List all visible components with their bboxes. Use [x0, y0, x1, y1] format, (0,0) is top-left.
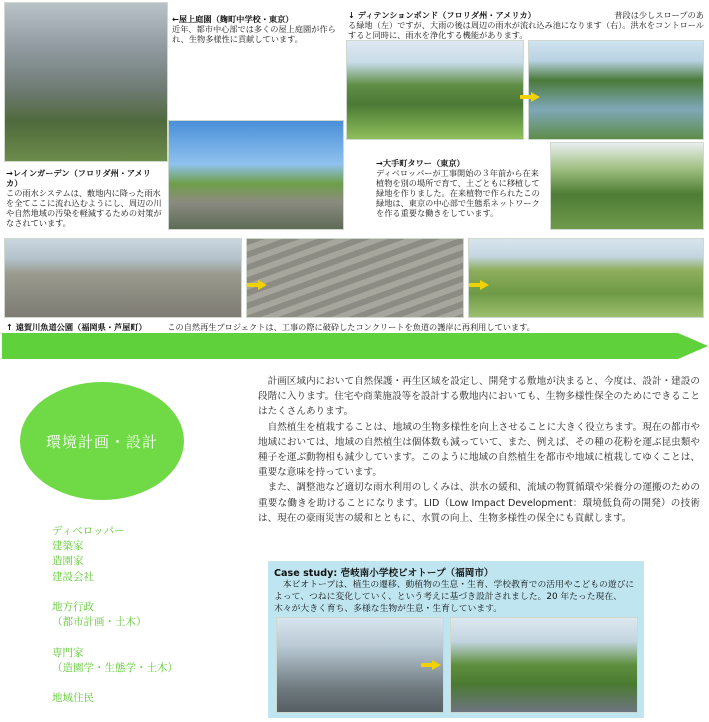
section-title: 環境計画・設計 [45, 432, 158, 451]
arrow-icon [531, 92, 540, 102]
otemachi-caption-title: →大手町タワー（東京） [376, 158, 465, 168]
onga-river-before-photo [4, 238, 242, 318]
otemachi-tower-photo [550, 142, 704, 230]
onga-caption-body: この自然再生プロジェクトは、工事の際に破砕したコンクリートを魚道の護岸に再利用しています。 [167, 322, 535, 332]
detention-pond-dry-photo [346, 40, 524, 140]
rain-garden-photo [168, 120, 344, 230]
otemachi-caption-body: ディベロッパーが工事開始の３年前から在来植物を別の場所で育て、土ごともに移植して緑地を作りました。在来植物で作られたこの緑地は、東京の中心部で生態系ネットワークを作る重要な働きをしています。 [376, 168, 540, 218]
role-spacer [52, 630, 178, 645]
arrow-icon [432, 660, 441, 670]
detention-caption-tag: 普段は少しスロープのあ [614, 10, 704, 20]
onga-caption [6, 322, 706, 332]
detention-caption-title: ↓ ディテンションポンド（フロリダ州・アメリカ） [348, 10, 536, 20]
rooftop-caption-title: ←屋上庭園（麹町中学校・東京） [172, 14, 294, 24]
detention-caption [348, 10, 704, 40]
school-before-photo [276, 617, 444, 713]
roles-list [52, 524, 178, 706]
role-item: ディベロッパー [52, 525, 125, 537]
case-study-text: 本ビオトープは、植生の遷移、動植物の生息・生育、学校教育での活用やこどもの遊びによって、つねに変化していく、という考えに基づき設計されました。20 年たった現在、木々が大きく育ち、多様な生物が生息・生育しています。 [274, 580, 635, 614]
rain-garden-caption-title: →レインガーデン（フロリダ州・アメリカ） [6, 168, 151, 188]
case-study-title: Case study: 壱岐南小学校ビオトープ（福岡市） [274, 568, 494, 579]
rain-garden-caption [6, 168, 164, 228]
body-paragraph-2: 自然植生を植栽することは、地域の生物多様性を向上させることに大きく役立ちます。現在の都市や地域においては、地域の自然植生は個体数も減っていて、また、例えば、その種の花粉を運ぶ昆虫類や種子を運ぶ動物相も減少しています。このように地域の自然植生を都市や地域に植栽してゆくことは、重要な意味を持っています。 [258, 421, 700, 479]
arrow-icon [480, 280, 489, 290]
detention-pond-flooded-photo [528, 40, 704, 140]
arrow-icon [258, 280, 267, 290]
role-item: （造園学・生態学・土木） [52, 661, 178, 674]
role-spacer [52, 585, 178, 600]
role-item: 建築家 [52, 540, 84, 553]
onga-caption-title: ↑ 遠賀川魚道公園（福岡県・芦屋町） [6, 322, 147, 332]
role-item: 専門家 [52, 646, 84, 659]
detention-caption-body: る緑地（左）ですが、大雨の後は周辺の雨水が流れ込み池になります（右）。洪水をコントロールすると同時に、雨水を浄化する機能があります。 [348, 20, 704, 40]
body-paragraph-1: 計画区域内において自然保護・再生区域を設定し、開発する敷地が決まると、今度は、設計・建設の段階に入ります。住宅や商業施設等を設計する敷地内においても、生物多様性保全のためにできることはたくさんあります。 [258, 376, 700, 418]
rooftop-caption-body: 近年、都市中心部では多くの屋上庭園が作られ、生物多様性に貢献しています。 [172, 24, 336, 44]
school-after-photo [450, 617, 638, 713]
section-title-circle [20, 382, 184, 500]
role-item: 建設会社 [52, 570, 94, 583]
otemachi-caption [376, 158, 546, 218]
rooftop-garden-photo [4, 2, 168, 162]
onga-river-after-photo [468, 238, 704, 318]
role-item: 地方行政 [52, 601, 94, 614]
rain-garden-caption-body: この雨水システムは、敷地内に降った雨水を全てここに流れ込むようにし、周辺の川や自然地域の汚染を軽減するための対策がなされています。 [6, 188, 162, 228]
role-item: （都市計画・土木） [52, 616, 147, 629]
section-divider-arrowhead [678, 333, 708, 359]
onga-river-construction-photo [246, 238, 464, 318]
section-divider-bar [2, 333, 678, 359]
role-item: 地域住民 [52, 692, 94, 705]
role-item: 造園家 [52, 555, 84, 568]
body-paragraph-3: また、調整池など適切な雨水利用のしくみは、洪水の緩和、流域の物質循環や栄養分の運搬のための重要な働きを助けることになります。LID（Low Impact Development：環境低負荷の開発）の技術は、現在の豪雨災害の緩和とともに、水質の向上、生物多様性の保全にも貢献します。 [258, 482, 700, 524]
body-text [258, 374, 700, 526]
rooftop-caption [172, 14, 342, 44]
role-spacer [52, 676, 178, 691]
